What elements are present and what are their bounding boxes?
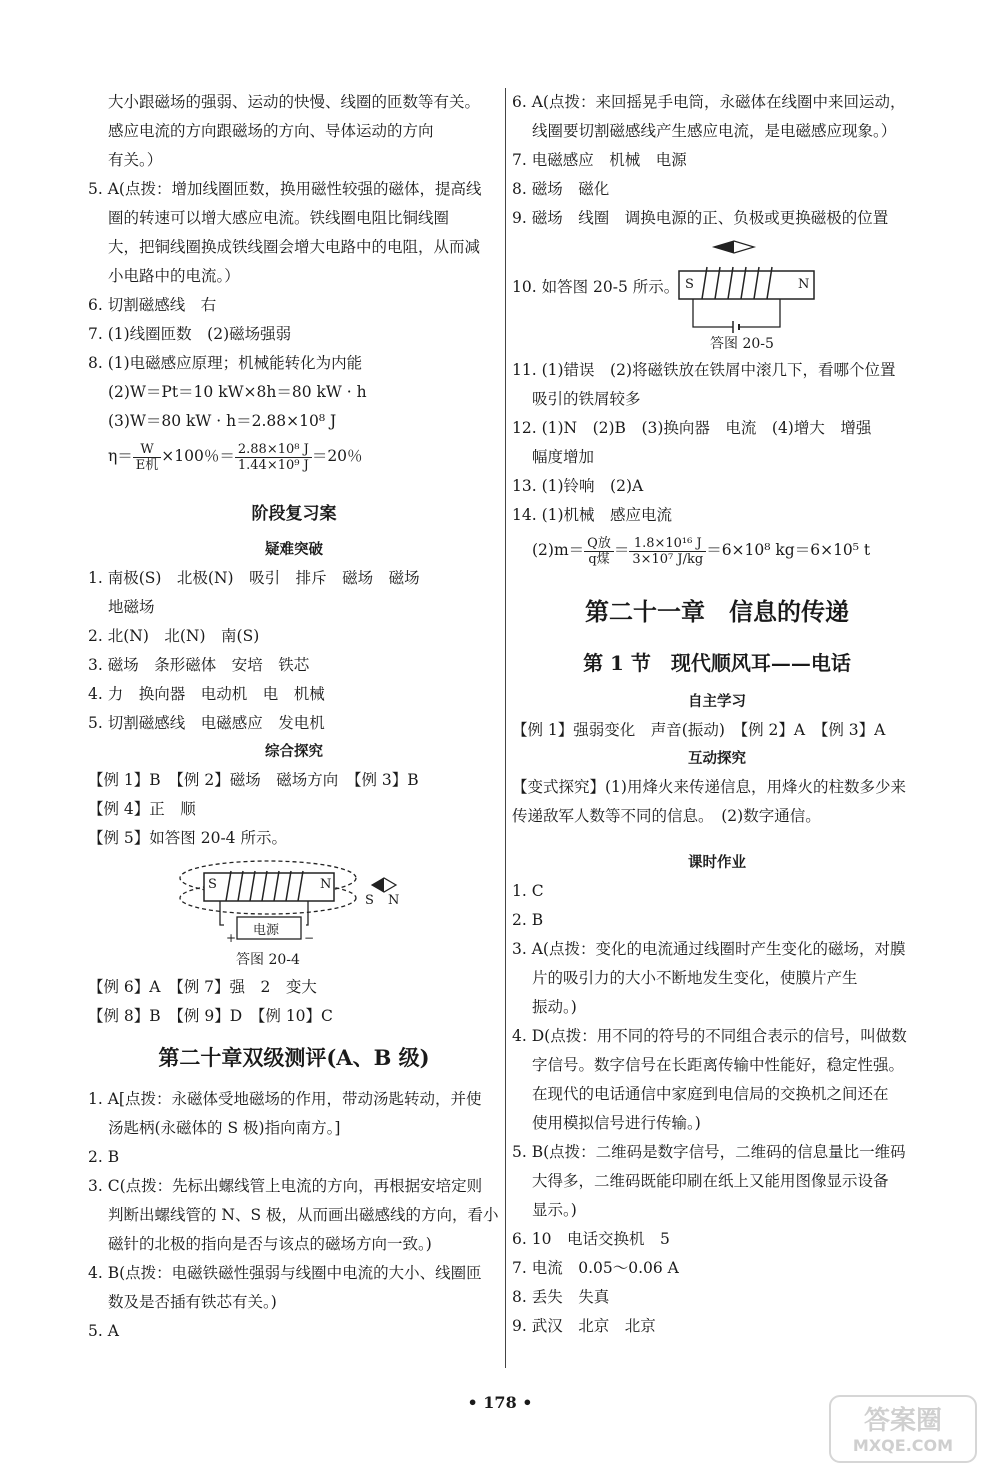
figure-caption: 答图 20-5 (710, 336, 774, 352)
answer-8-part3: (3)W＝80 kW · h＝2.88×10⁸ J (108, 412, 337, 430)
test-answer-4: 4. B(点拨：电磁铁磁性强弱与线圈中电流的大小、线圈匝 (88, 1264, 482, 1282)
review-5: 5. 切割磁感线 电磁感应 发电机 (88, 714, 325, 732)
figure-caption: 答图 20-4 (236, 952, 300, 968)
variant-explore: 【变式探究】(1)用烽火来传递信息，用烽火的柱数多少来 (512, 778, 906, 796)
text-line: 振动。) (532, 998, 577, 1016)
formula-eta: η＝ (108, 447, 133, 465)
answer-7: 7. (1)线圈匝数 (2)磁场强弱 (88, 325, 292, 343)
answer-8-part2: (2)W＝Pt＝10 kW×8h＝80 kW · h (108, 383, 367, 401)
text-line: 线圈要切割磁感线产生感应电流，是电磁感应现象。） (532, 122, 897, 140)
fraction-values (629, 536, 706, 567)
efficiency-formula (88, 436, 500, 476)
text-line: 在现代的电话通信中家庭到电信局的交换机之间还在 (532, 1085, 889, 1103)
review-4: 4. 力 换向器 电动机 电 机械 (88, 685, 325, 703)
subsection-title: 自主学习 (688, 693, 746, 710)
answer-8: 8. 磁场 磁化 (512, 180, 610, 198)
watermark-logo (828, 1394, 978, 1464)
right-column (512, 88, 922, 1341)
fraction-numerator: 2.88×10⁸ J (235, 442, 312, 458)
text-line: 大小跟磁场的强弱、运动的快慢、线圈的匝数等有关。 (108, 93, 481, 111)
answer-14: 14. (1)机械 感应电流 (512, 506, 673, 524)
fraction-numerator: 1.8×10¹⁶ J (629, 536, 706, 552)
text-line: 地磁场 (108, 598, 155, 616)
chapter-21-title: 第二十一章 信息的传递 (585, 597, 849, 626)
homework-5: 5. B(点拨：二维码是数字信号，二维码的信息量比一维码 (512, 1143, 906, 1161)
example-line: 【例 5】如答图 20-4 所示。 (88, 829, 287, 847)
left-column (88, 88, 500, 1346)
page-number: • 178 • (467, 1393, 533, 1412)
mass-formula (512, 530, 922, 570)
text-line: 大得多，二维码既能印刷在纸上又能用图像显示设备 (532, 1172, 889, 1190)
answer-6: 6. 切割磁感线 右 (88, 296, 217, 314)
text-line: 汤匙柄(永磁体的 S 极)指向南方。] (108, 1119, 341, 1137)
homework-8: 8. 丢失 失真 (512, 1288, 610, 1306)
text-line: 幅度增加 (532, 448, 595, 466)
example-line: 【例 1】B 【例 2】磁场 磁场方向 【例 3】B (88, 771, 419, 789)
chapter-20-test-title: 第二十章双级测评(A、B 级) (158, 1045, 430, 1070)
example-line: 【例 8】B 【例 9】D 【例 10】C (88, 1007, 333, 1025)
test-answer-3: 3. C(点拨：先标出螺线管上电流的方向，再根据安培定则 (88, 1177, 483, 1195)
homework-7: 7. 电流 0.05～0.06 A (512, 1259, 679, 1277)
text-line: 感应电流的方向跟磁场的方向、导体运动的方向 (108, 122, 434, 140)
answer-11: 11. (1)错误 (2)将磁铁放在铁屑中滚几下，看哪个位置 (512, 361, 896, 379)
answer-12: 12. (1)N (2)B (3)换向器 电流 (4)增大 增强 (512, 419, 872, 437)
homework-4: 4. D(点拨：用不同的符号的不同组合表示的信号，叫做数 (512, 1027, 907, 1045)
answer-7: 7. 电磁感应 机械 电源 (512, 151, 687, 169)
review-1: 1. 南极(S) 北极(N) 吸引 排斥 磁场 磁场 (88, 569, 420, 587)
example-line: 【例 6】A 【例 7】强 2 变大 (88, 978, 317, 996)
text-line: 传递敌军人数等不同的信息。 (2)数字通信。 (512, 807, 821, 825)
text-line: 有关。） (108, 151, 163, 169)
test-answer-1: 1. A[点拨：永磁体受地磁场的作用，带动汤匙转动，并使 (88, 1090, 482, 1108)
plus-sign: + (226, 931, 237, 945)
text-line: 大，把铜线圈换成铁线圈会增大电路中的电阻，从而减 (108, 238, 481, 256)
homework-9: 9. 武汉 北京 北京 (512, 1317, 656, 1335)
text-line: 圈的转速可以增大感应电流。铁线圈电阻比铜线圈 (108, 209, 450, 227)
review-3: 3. 磁场 条形磁体 安培 铁芯 (88, 656, 310, 674)
formula-eq: ＝ (613, 541, 630, 559)
fraction-energy (235, 442, 312, 473)
fraction-w-over-e (133, 442, 162, 473)
figure-20-4 (88, 853, 500, 973)
answer-5: 5. A(点拨：增加线圈匝数，换用磁性较强的磁体，提高线 (88, 180, 482, 198)
fraction-denominator: q煤 (588, 551, 610, 567)
formula-pre: (2)m＝ (532, 541, 585, 559)
subsection-title: 疑难突破 (265, 541, 323, 558)
test-answer-2: 2. B (88, 1148, 120, 1166)
text-line: 吸引的铁屑较多 (532, 390, 641, 408)
power-source-label: 电源 (253, 923, 280, 938)
section-1-title: 第 1 节 现代顺风耳——电话 (583, 651, 851, 675)
fraction-numerator: Q放 (584, 536, 614, 552)
formula-end: ＝6×10⁸ kg＝6×10⁵ t (706, 541, 871, 559)
subsection-title: 课时作业 (688, 854, 746, 871)
text-line: 磁针的北极的指向是否与该点的磁场方向一致。) (108, 1235, 432, 1253)
answer-10: 10. 如答图 20-5 所示。 (512, 278, 680, 296)
fraction-denominator: 3×10⁷ J/kg (632, 551, 704, 567)
fraction-numerator: W (133, 442, 162, 458)
fraction-q-over-q (584, 536, 614, 567)
subsection-title: 互动探究 (688, 750, 746, 767)
test-answer-5: 5. A (88, 1322, 119, 1340)
compass-s-label: S (365, 893, 374, 908)
text-line: 使用模拟信号进行传输。) (532, 1114, 701, 1132)
watermark-text-cn: 答案圈 (863, 1406, 942, 1436)
review-2: 2. 北(N) 北(N) 南(S) (88, 627, 260, 645)
example-line: 【例 4】正 顺 (88, 800, 196, 818)
answer-6: 6. A(点拨：来回摇晃手电筒，永磁体在线圈中来回运动， (512, 93, 906, 111)
text-line: 数及是否插有铁芯有关。) (108, 1293, 277, 1311)
magnet-s-label: S (685, 277, 694, 292)
magnet-n-label: N (798, 277, 810, 292)
answer-8: 8. (1)电磁感应原理；机械能转化为内能 (88, 354, 363, 372)
homework-6: 6. 10 电话交换机 5 (512, 1230, 670, 1248)
text-line: 判断出螺线管的 N、S 极，从而画出磁感线的方向，看小 (108, 1206, 499, 1224)
minus-sign: − (304, 931, 315, 945)
magnet-n-label: N (320, 877, 332, 892)
text-line: 显示。) (532, 1201, 577, 1219)
fraction-denominator: 1.44×10⁹ J (237, 457, 309, 473)
text-line: 小电路中的电流。） (108, 267, 240, 285)
text-line: 片的吸引力的大小不断地发生变化，使膜片产生 (532, 969, 858, 987)
section-title-review: 阶段复习案 (251, 504, 337, 524)
homework-2: 2. B (512, 911, 544, 929)
example-line: 【例 1】强弱变化 声音(振动) 【例 2】A 【例 3】A (512, 721, 886, 739)
compass-n-label: N (388, 893, 400, 908)
column-divider (505, 88, 506, 1368)
figure-20-5 (512, 233, 922, 356)
homework-1: 1. C (512, 882, 544, 900)
homework-3: 3. A(点拨：变化的电流通过线圈时产生变化的磁场，对膜 (512, 940, 906, 958)
fraction-denominator: E机 (135, 457, 159, 473)
answer-9: 9. 磁场 线圈 调换电源的正、负极或更换磁极的位置 (512, 209, 889, 227)
subsection-title: 综合探究 (265, 743, 323, 760)
magnet-s-label: S (208, 877, 217, 892)
watermark-text-en: MXQE.COM (852, 1436, 954, 1455)
answer-13: 13. (1)铃响 (2)A (512, 477, 644, 495)
formula-end: ＝20％ (311, 447, 363, 465)
formula-mid: ×100％＝ (161, 447, 235, 465)
text-line: 字信号。数字信号在长距离传输中性能好，稳定性强。 (532, 1056, 905, 1074)
